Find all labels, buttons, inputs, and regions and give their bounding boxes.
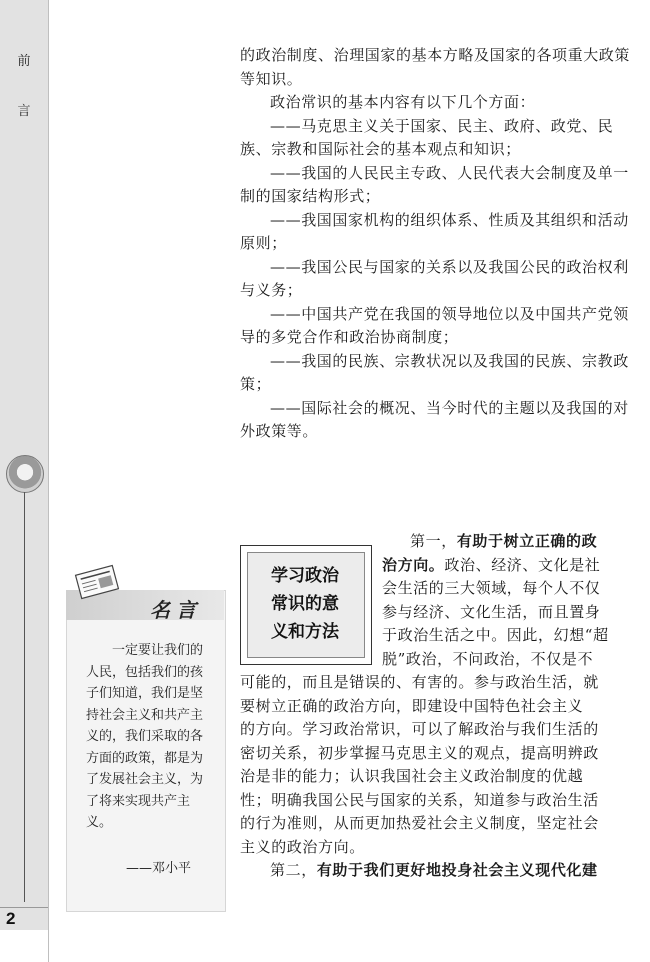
lower-text bbox=[240, 530, 632, 883]
list-item: ——国际社会的概况、当今时代的主题以及我国的对外政策等。 bbox=[240, 398, 629, 440]
text-line: 脱”政治，不问政治，不仅是不 bbox=[382, 649, 594, 668]
list-item: ——我国公民与国家的关系以及我国公民的政治权利与义务； bbox=[240, 257, 629, 299]
point-heading: 有助于树立正确的政 bbox=[456, 532, 598, 550]
list-item: ——我国国家机构的组织体系、性质及其组织和活动原则； bbox=[240, 210, 629, 252]
point-lead: 第二， bbox=[270, 861, 317, 879]
paragraph-continuation: 的政治制度、治理国家的基本方略及国家的各项重大政策等知识。 bbox=[240, 46, 631, 88]
margin-divider bbox=[48, 0, 49, 962]
page-number: 2 bbox=[6, 909, 16, 928]
text-line bbox=[240, 554, 632, 578]
section-heading-line: 学习政治 bbox=[271, 566, 339, 586]
text-line: 的行为准则，从而更加热爱社会主义制度，坚定社会 bbox=[240, 814, 599, 832]
text-line: 要树立正确的政治方向，即建设中国特色社会主义 bbox=[240, 696, 584, 715]
text-line: 会生活的三大领域，每个人不仅 bbox=[382, 579, 601, 597]
point-heading-cont: 治方向。 bbox=[382, 555, 445, 574]
national-emblem-icon bbox=[6, 455, 44, 493]
text-line: 参与经济、文化生活，而且置身 bbox=[382, 602, 601, 621]
point-heading: 有助于我们更好地投身社会主义现代化建 bbox=[316, 861, 598, 879]
quote-text: 一定要让我们的人民，包括我们的孩子们知道，我们是坚持社会主义和共产主义的，我们采取的各方面的政策，都是为了发展社会主义，为了将来实现共产主义。 bbox=[86, 643, 204, 830]
margin-vertical-line bbox=[24, 492, 25, 902]
quote-title: 名言 bbox=[150, 598, 202, 622]
text-line: 可能的，而且是错误的、有害的。参与政治生活，就 bbox=[240, 673, 599, 691]
list-item: ——马克思主义关于国家、民主、政府、政党、民族、宗教和国际社会的基本观点和知识； bbox=[240, 116, 614, 158]
section-heading-line: 常识的意 bbox=[271, 594, 339, 614]
text-line: 密切关系，初步掌握马克思主义的观点，提高明辨政 bbox=[240, 743, 599, 762]
text-line: 性；明确我国公民与国家的关系，知道参与政治生活 bbox=[240, 790, 599, 809]
list-item: ——我国的人民民主专政、人民代表大会制度及单一制的国家结构形式； bbox=[240, 163, 629, 205]
text-line: 治是非的能力；认识我国社会主义政治制度的优越 bbox=[240, 767, 584, 785]
section-heading-line: 义和方法 bbox=[271, 622, 339, 642]
main-text bbox=[240, 44, 632, 444]
paragraph-intro: 政治常识的基本内容有以下几个方面： bbox=[270, 93, 536, 111]
text-span: 政治、经济、文化是社 bbox=[444, 555, 601, 574]
quote-author: ——邓小平 bbox=[126, 861, 192, 876]
text-line bbox=[240, 859, 632, 883]
side-chapter-char-2: 言 bbox=[17, 104, 31, 119]
point-lead: 第一， bbox=[410, 532, 457, 550]
text-line: 主义的政治方向。 bbox=[240, 837, 365, 856]
list-item: ——我国的民族、宗教状况以及我国的民族、宗教政策； bbox=[240, 351, 629, 393]
text-line: 的方向。学习政治常识，可以了解政治与我们生活的 bbox=[240, 720, 599, 738]
newspaper-icon bbox=[72, 562, 122, 602]
list-item: ——中国共产党在我国的领导地位以及中国共产党领导的多党合作和政治协商制度； bbox=[240, 304, 629, 346]
side-chapter-char-1: 前 bbox=[17, 54, 31, 69]
text-line: 于政治生活之中。因此，幻想“超 bbox=[382, 626, 609, 644]
text-line bbox=[240, 530, 632, 554]
